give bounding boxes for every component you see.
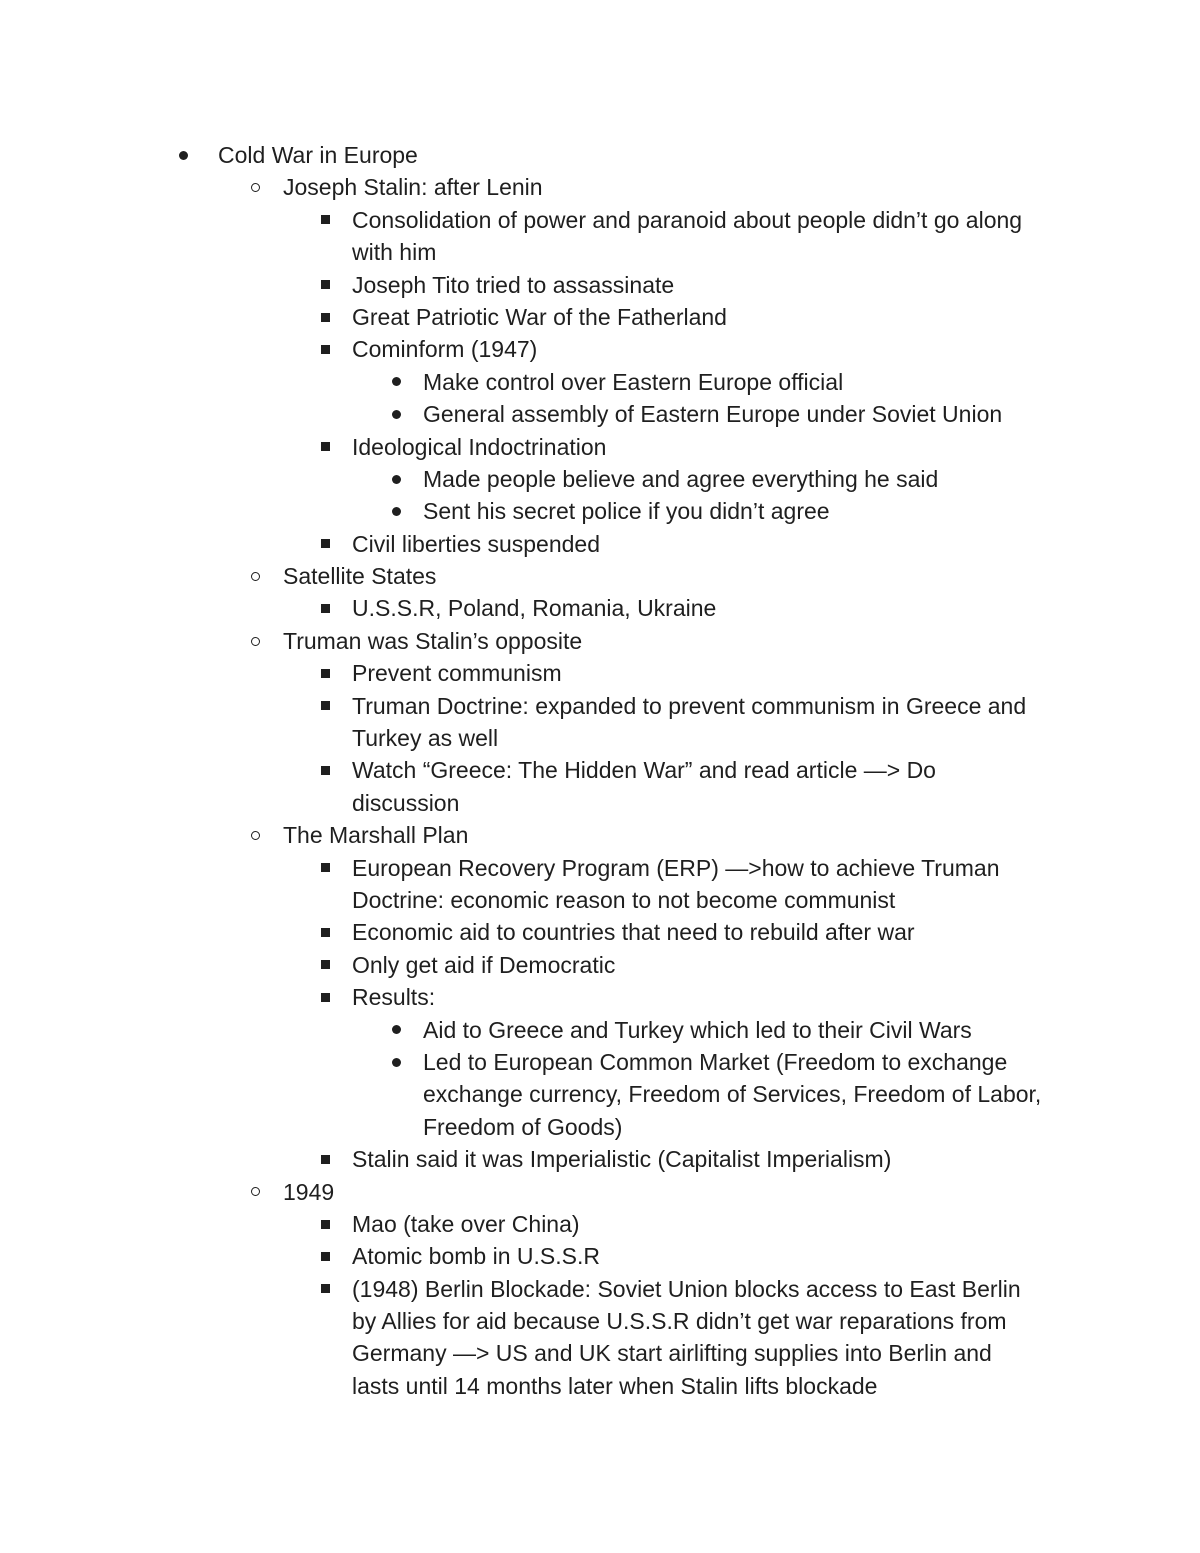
outline-item-text: Led to European Common Market (Freedom to exchange (423, 1048, 1008, 1075)
outline-item-text: Doctrine: economic reason to not become communist (352, 886, 896, 913)
outline-item-level-2 (0, 592, 1200, 624)
outline-item-text: Aid to Greece and Turkey which led to their Civil Wars (423, 1016, 972, 1043)
outline-item-level-3 (0, 1014, 1200, 1046)
outline-item-text: Atomic bomb in U.S.S.R (352, 1243, 600, 1270)
outline-item-level-2 (0, 1240, 1200, 1272)
outline-item-level-2 (0, 333, 1200, 365)
outline-item-level-2 (0, 204, 1200, 236)
outline-item-text: Stalin said it was Imperialistic (Capitalist Imperialism) (352, 1146, 892, 1173)
filled-circle-bullet-icon (386, 1014, 406, 1046)
outline-item-continuation (0, 884, 1200, 916)
filled-square-bullet-icon (315, 1273, 335, 1305)
filled-square-bullet-icon (315, 333, 335, 365)
outline-item-text: Cominform (1947) (352, 336, 538, 363)
outline-item-text: Truman Doctrine: expanded to prevent communism in Greece and (352, 692, 1027, 719)
outline-item-level-2 (0, 1273, 1200, 1305)
outline-item-text: Sent his secret police if you didn’t agree (423, 498, 830, 525)
outline-item-text: Civil liberties suspended (352, 530, 601, 557)
outline-item-text: Make control over Eastern Europe official (423, 368, 844, 395)
outline-item-text: Only get aid if Democratic (352, 951, 616, 978)
outline-item-text: Made people believe and agree everything he said (423, 465, 939, 492)
outline-item-text: Truman was Stalin’s opposite (283, 627, 583, 654)
filled-circle-bullet-icon (386, 495, 406, 527)
outline-item-level-1 (0, 1176, 1200, 1208)
hollow-circle-bullet-icon (245, 819, 265, 851)
outline-item-continuation (0, 1337, 1200, 1369)
outline-item-level-2 (0, 528, 1200, 560)
filled-square-bullet-icon (315, 1208, 335, 1240)
filled-square-bullet-icon (315, 852, 335, 884)
outline-item-text: by Allies for aid because U.S.S.R didn’t get war reparations from (352, 1308, 1007, 1335)
outline-item-text: Results: (352, 984, 436, 1011)
outline-item-level-2 (0, 301, 1200, 333)
filled-square-bullet-icon (315, 949, 335, 981)
outline-item-text: The Marshall Plan (283, 822, 469, 849)
outline-item-continuation (0, 236, 1200, 268)
outline-item-text: lasts until 14 months later when Stalin lifts blockade (352, 1372, 878, 1399)
notes-outline (0, 139, 1200, 1402)
outline-item-level-2 (0, 949, 1200, 981)
outline-item-text: Freedom of Goods) (423, 1113, 623, 1140)
outline-item-continuation (0, 1305, 1200, 1337)
outline-item-level-2 (0, 981, 1200, 1013)
outline-item-level-2 (0, 269, 1200, 301)
outline-item-level-3 (0, 398, 1200, 430)
filled-circle-bullet-icon (386, 463, 406, 495)
outline-item-level-3 (0, 463, 1200, 495)
filled-circle-bullet-icon (173, 139, 193, 171)
outline-item-text: exchange currency, Freedom of Services, Freedom of Labor, (423, 1081, 1042, 1108)
outline-item-level-1 (0, 171, 1200, 203)
outline-item-text: Joseph Tito tried to assassinate (352, 271, 675, 298)
filled-square-bullet-icon (315, 528, 335, 560)
outline-item-level-3 (0, 1046, 1200, 1078)
outline-item-level-2 (0, 852, 1200, 884)
hollow-circle-bullet-icon (245, 171, 265, 203)
outline-item-text: Prevent communism (352, 660, 562, 687)
outline-item-level-3 (0, 495, 1200, 527)
outline-item-level-1 (0, 819, 1200, 851)
outline-item-level-2 (0, 657, 1200, 689)
outline-item-level-2 (0, 754, 1200, 786)
hollow-circle-bullet-icon (245, 625, 265, 657)
outline-item-text: discussion (352, 789, 460, 816)
outline-item-level-0 (0, 139, 1200, 171)
outline-item-text: Watch “Greece: The Hidden War” and read article —> Do (352, 757, 936, 784)
outline-item-text: European Recovery Program (ERP) —>how to achieve Truman (352, 854, 1000, 881)
filled-circle-bullet-icon (386, 366, 406, 398)
outline-item-continuation (0, 1111, 1200, 1143)
outline-item-text: Economic aid to countries that need to rebuild after war (352, 919, 915, 946)
filled-circle-bullet-icon (386, 398, 406, 430)
outline-item-level-1 (0, 625, 1200, 657)
outline-item-text: Joseph Stalin: after Lenin (283, 174, 543, 201)
outline-item-text: Turkey as well (352, 725, 499, 752)
outline-item-level-2 (0, 916, 1200, 948)
filled-square-bullet-icon (315, 1143, 335, 1175)
filled-square-bullet-icon (315, 269, 335, 301)
filled-square-bullet-icon (315, 204, 335, 236)
outline-item-level-2 (0, 1208, 1200, 1240)
outline-item-text: 1949 (283, 1178, 335, 1205)
outline-item-continuation (0, 722, 1200, 754)
outline-item-text: Germany —> US and UK start airlifting supplies into Berlin and (352, 1340, 992, 1367)
filled-square-bullet-icon (315, 690, 335, 722)
outline-item-text: Mao (take over China) (352, 1210, 580, 1237)
filled-circle-bullet-icon (386, 1046, 406, 1078)
outline-item-text: U.S.S.R, Poland, Romania, Ukraine (352, 595, 717, 622)
filled-square-bullet-icon (315, 916, 335, 948)
filled-square-bullet-icon (315, 981, 335, 1013)
outline-item-text: Consolidation of power and paranoid about people didn’t go along (352, 206, 1023, 233)
outline-item-level-1 (0, 560, 1200, 592)
outline-item-text: (1948) Berlin Blockade: Soviet Union blocks access to East Berlin (352, 1275, 1021, 1302)
outline-item-text: Ideological Indoctrination (352, 433, 607, 460)
filled-square-bullet-icon (315, 301, 335, 333)
outline-item-text: Great Patriotic War of the Fatherland (352, 303, 727, 330)
outline-item-level-2 (0, 431, 1200, 463)
filled-square-bullet-icon (315, 657, 335, 689)
filled-square-bullet-icon (315, 431, 335, 463)
outline-item-continuation (0, 1370, 1200, 1402)
hollow-circle-bullet-icon (245, 1176, 265, 1208)
outline-item-continuation (0, 787, 1200, 819)
filled-square-bullet-icon (315, 592, 335, 624)
filled-square-bullet-icon (315, 1240, 335, 1272)
outline-item-text: General assembly of Eastern Europe under Soviet Union (423, 401, 1003, 428)
outline-item-level-2 (0, 690, 1200, 722)
outline-item-level-2 (0, 1143, 1200, 1175)
outline-item-text: with him (352, 239, 437, 266)
outline-item-continuation (0, 1078, 1200, 1110)
outline-item-text: Satellite States (283, 563, 437, 590)
outline-item-level-3 (0, 366, 1200, 398)
hollow-circle-bullet-icon (245, 560, 265, 592)
filled-square-bullet-icon (315, 754, 335, 786)
outline-item-text: Cold War in Europe (218, 142, 418, 168)
